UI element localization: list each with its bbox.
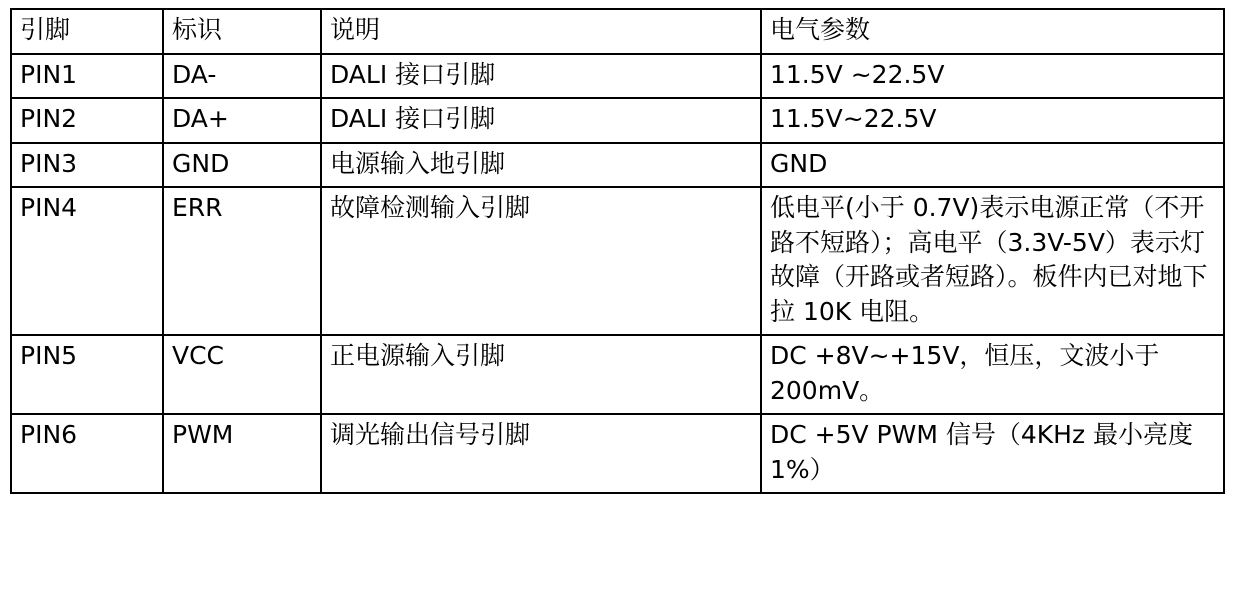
cell-pin — [11, 187, 163, 335]
cell-electrical — [761, 187, 1224, 335]
cell-mark — [163, 414, 321, 493]
cell-pin-text: PIN6 — [20, 420, 78, 449]
column-header-description — [321, 9, 761, 54]
cell-mark — [163, 143, 321, 188]
cell-electrical — [761, 54, 1224, 99]
pin-definition-table — [10, 8, 1225, 494]
column-header-description-label: 说明 — [330, 15, 381, 44]
cell-description-text: DALI 接口引脚 — [330, 59, 496, 89]
cell-description — [321, 143, 761, 188]
cell-description — [321, 98, 761, 143]
cell-pin-text: PIN2 — [20, 104, 78, 133]
cell-mark-text: PWM — [172, 420, 234, 449]
cell-mark-text: GND — [172, 148, 230, 178]
table-header-row — [11, 9, 1224, 54]
cell-description — [321, 335, 761, 414]
cell-mark-text: VCC — [172, 341, 225, 370]
cell-electrical — [761, 98, 1224, 143]
cell-electrical — [761, 143, 1224, 188]
cell-mark-text: DA- — [172, 59, 217, 89]
cell-description-text: DALI 接口引脚 — [330, 104, 496, 133]
column-header-pin — [11, 9, 163, 54]
table-row — [11, 187, 1224, 335]
cell-electrical-text: GND — [770, 148, 828, 178]
cell-pin-text: PIN5 — [20, 341, 78, 370]
cell-mark — [163, 54, 321, 99]
column-header-electrical-label: 电气参数 — [770, 15, 871, 44]
cell-mark — [163, 187, 321, 335]
table-row — [11, 54, 1224, 99]
cell-electrical — [761, 335, 1224, 414]
cell-pin — [11, 54, 163, 99]
cell-pin — [11, 335, 163, 414]
cell-mark — [163, 335, 321, 414]
cell-pin — [11, 143, 163, 188]
table-row — [11, 335, 1224, 414]
cell-description-text: 调光输出信号引脚 — [330, 420, 531, 449]
cell-description — [321, 187, 761, 335]
cell-electrical-text: DC +8V~+15V，恒压，文波小于 200mV。 — [770, 341, 1168, 405]
cell-mark-text: ERR — [172, 193, 223, 222]
cell-pin-text: PIN3 — [20, 148, 78, 178]
cell-electrical-text: 11.5V~22.5V — [770, 104, 937, 133]
column-header-mark — [163, 9, 321, 54]
cell-mark-text: DA+ — [172, 104, 229, 133]
cell-description — [321, 414, 761, 493]
cell-description-text: 故障检测输入引脚 — [330, 193, 531, 222]
cell-description-text: 电源输入地引脚 — [330, 148, 506, 178]
cell-description — [321, 54, 761, 99]
cell-pin-text: PIN1 — [20, 59, 78, 89]
column-header-electrical — [761, 9, 1224, 54]
table-row — [11, 414, 1224, 493]
cell-electrical — [761, 414, 1224, 493]
cell-electrical-text: 低电平(小于 0.7V)表示电源正常（不开路不短路）；高电平（3.3V-5V）表示灯故障（开路或者短路）。板件内已对地下拉 10K 电阻。 — [770, 193, 1208, 326]
cell-electrical-text: DC +5V PWM 信号（4KHz 最小亮度 1%） — [770, 420, 1201, 484]
cell-pin — [11, 98, 163, 143]
table-row — [11, 98, 1224, 143]
cell-pin-text: PIN4 — [20, 193, 78, 222]
cell-pin — [11, 414, 163, 493]
table-row — [11, 143, 1224, 188]
column-header-mark-label: 标识 — [172, 15, 223, 44]
cell-description-text: 正电源输入引脚 — [330, 341, 506, 370]
cell-mark — [163, 98, 321, 143]
column-header-pin-label: 引脚 — [20, 15, 71, 44]
cell-electrical-text: 11.5V ~22.5V — [770, 59, 945, 89]
